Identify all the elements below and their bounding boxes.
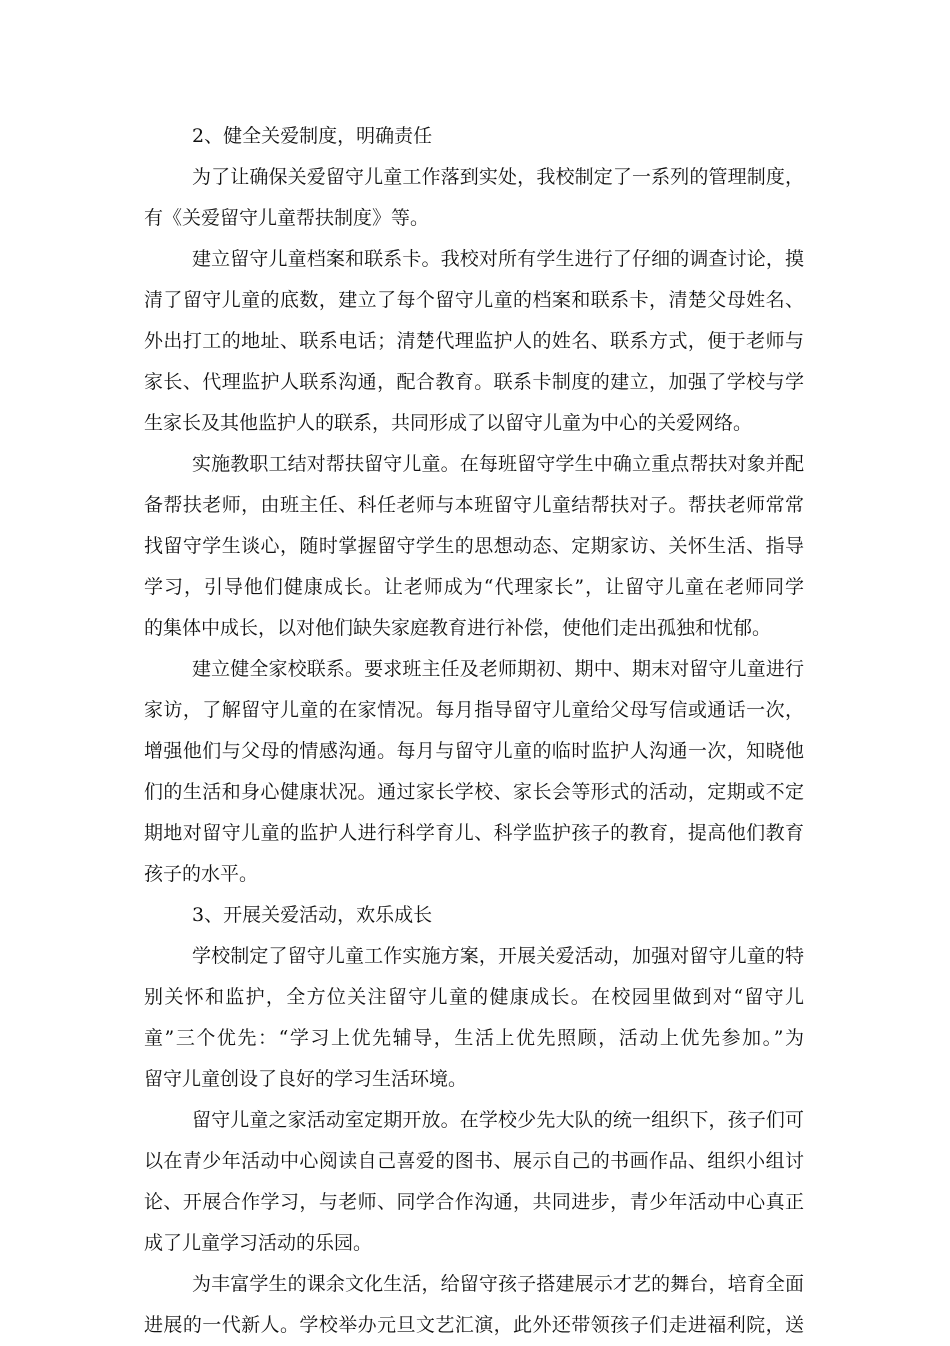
- paragraph-line: 学校制定了留守儿童工作实施方案，开展关爱活动，加强对留守儿童的特: [192, 945, 804, 967]
- paragraph-line: 论、开展合作学习，与老师、同学合作沟通，共同进步，青少年活动中心真正: [144, 1191, 804, 1213]
- paragraph-line: 家长、代理监护人联系沟通，配合教育。联系卡制度的建立，加强了学校与学: [144, 371, 804, 393]
- paragraph-line: 为了让确保关爱留守儿童工作落到实处，我校制定了一系列的管理制度，: [192, 166, 804, 188]
- paragraph-line: 童”三个优先：“学习上优先辅导，生活上优先照顾，活动上优先参加。”为: [144, 1027, 804, 1049]
- paragraph-line: 为丰富学生的课余文化生活，给留守孩子搭建展示才艺的舞台，培育全面: [192, 1273, 804, 1295]
- paragraph-cultural-life: [144, 1264, 804, 1346]
- heading-text: 2、健全关爱制度，明确责任: [192, 125, 433, 147]
- paragraph-line: 成了儿童学习活动的乐园。: [144, 1232, 373, 1254]
- paragraph-line: 备帮扶老师，由班主任、科任老师与本班留守儿童结帮扶对子。帮扶老师常常: [144, 494, 804, 516]
- paragraph-line: 进展的一代新人。学校举办元旦文艺汇演，此外还带领孩子们走进福利院，送: [144, 1314, 804, 1336]
- paragraph-line: 实施教职工结对帮扶留守儿童。在每班留守学生中确立重点帮扶对象并配: [192, 453, 804, 475]
- paragraph-line: 外出打工的地址、联系电话；清楚代理监护人的姓名、联系方式，便于老师与: [144, 330, 804, 352]
- paragraph-home-school-contact: [144, 649, 804, 895]
- paragraph-line: 留守儿童创设了良好的学习生活环境。: [144, 1068, 468, 1090]
- section-2-heading: [144, 116, 804, 157]
- heading-text: 3、开展关爱活动，欢乐成长: [192, 904, 433, 926]
- paragraph-line: 建立留守儿童档案和联系卡。我校对所有学生进行了仔细的调查讨论，摸: [192, 248, 804, 270]
- paragraph-line: 们的生活和身心健康状况。通过家长学校、家长会等形式的活动，定期或不定: [144, 781, 804, 803]
- paragraph-line: 建立健全家校联系。要求班主任及老师期初、期中、期末对留守儿童进行: [192, 658, 804, 680]
- paragraph-line: 期地对留守儿童的监护人进行科学育儿、科学监护孩子的教育，提高他们教育: [144, 822, 804, 844]
- paragraph-line: 家访，了解留守儿童的在家情况。每月指导留守儿童给父母写信或通话一次，: [144, 699, 804, 721]
- paragraph-implementation-plan: [144, 936, 804, 1100]
- section-3-heading: [144, 895, 804, 936]
- paragraph-line: 增强他们与父母的情感沟通。每月与留守儿童的临时监护人沟通一次，知晓他: [144, 740, 804, 762]
- paragraph-line: 留守儿童之家活动室定期开放。在学校少先大队的统一组织下，孩子们可: [192, 1109, 804, 1131]
- paragraph-line: 孩子的水平。: [144, 863, 259, 885]
- paragraph-line: 找留守学生谈心，随时掌握留守学生的思想动态、定期家访、关怀生活、指导: [144, 535, 804, 557]
- paragraph-line: 清了留守儿童的底数，建立了每个留守儿童的档案和联系卡，清楚父母姓名、: [144, 289, 804, 311]
- paragraph-line: 别关怀和监护，全方位关注留守儿童的健康成长。在校园里做到对“留守儿: [144, 986, 804, 1008]
- paragraph-line: 学习，引导他们健康成长。让老师成为“代理家长”，让留守儿童在老师同学: [144, 576, 804, 598]
- paragraph-line: 的集体中成长，以对他们缺失家庭教育进行补偿，使他们走出孤独和忧郁。: [144, 617, 772, 639]
- paragraph-archives-contact-card: [144, 239, 804, 444]
- document-page: [144, 116, 804, 1346]
- paragraph-line: 生家长及其他监护人的联系，共同形成了以留守儿童为中心的关爱网络。: [144, 412, 753, 434]
- paragraph-line: 以在青少年活动中心阅读自己喜爱的图书、展示自己的书画作品、组织小组讨: [144, 1150, 804, 1172]
- paragraph-line: 有《关爱留守儿童帮扶制度》等。: [144, 207, 430, 229]
- paragraph-staff-pairing: [144, 444, 804, 649]
- paragraph-management-system: [144, 157, 804, 239]
- paragraph-activity-room: [144, 1100, 804, 1264]
